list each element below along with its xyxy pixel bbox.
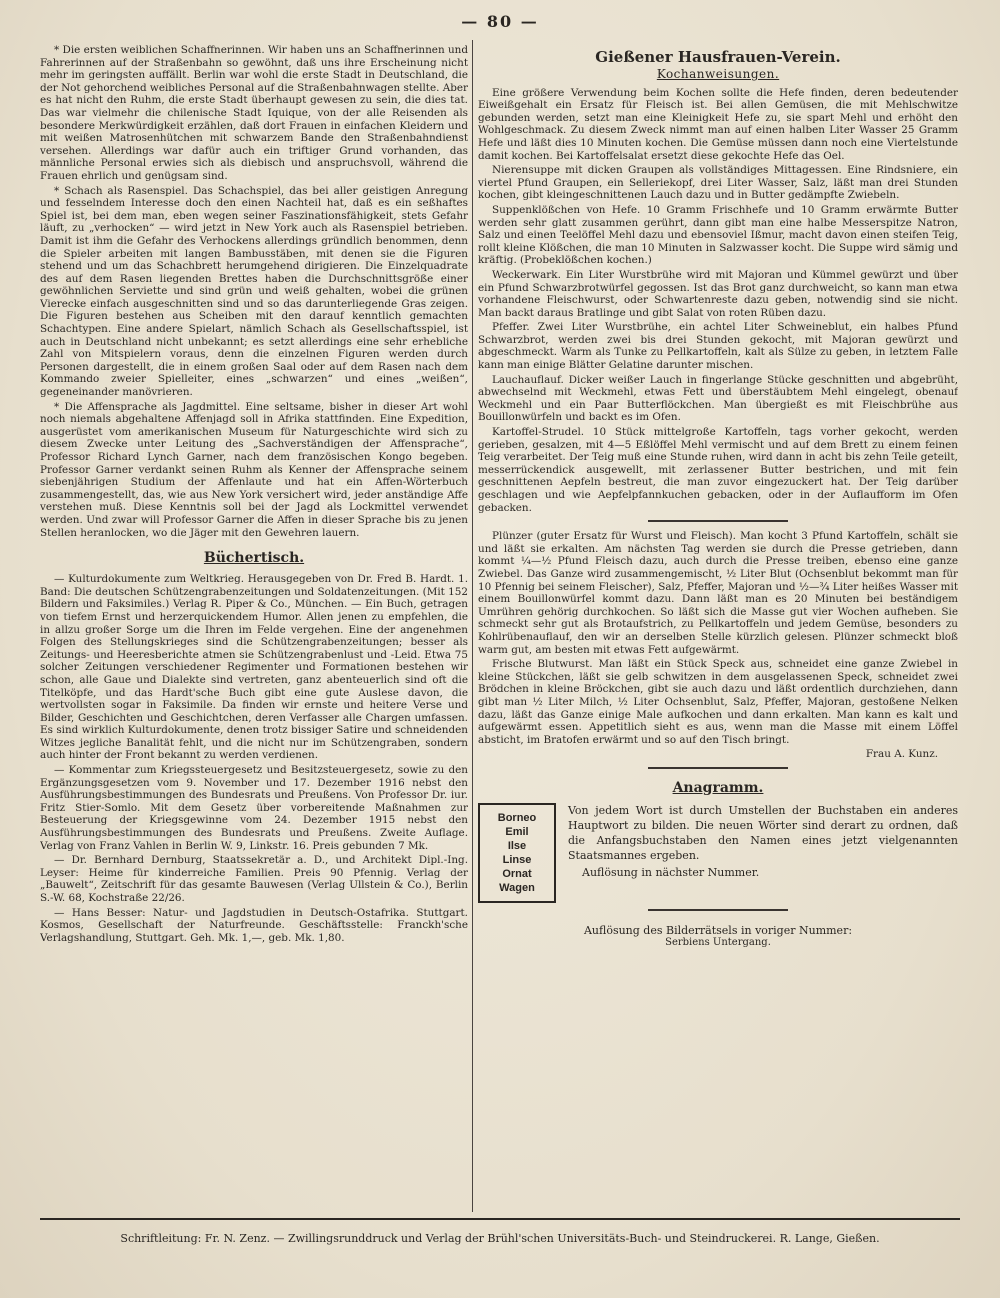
anagram-word: Linse	[502, 853, 532, 866]
separator-line	[648, 909, 788, 911]
recipe-suppenkloesschen: Suppenklößchen von Hefe. 10 Gramm Frischhefe und 10 Gramm erwärmte Butter werden sehr glatt zusammen gerührt, dann gibt man eine halbe Messerspitze Natron, Salz und einen Teelöffel Mehl dazu und ebensoviel Ißmur, macht davon einen steifen Teig, rollt kleine Klößchen, die man 10 Minuten in Salzwasser kocht. Die Suppe wird sämig und kräftig. (Probeklößchen kochen.)	[478, 203, 958, 267]
recipe-blutwurst: Frische Blutwurst. Man läßt ein Stück Speck aus, schneidet eine ganze Zwiebel in kleine Stückchen, läßt sie gelb schwitzen in dem ausgelassenen Speck, schneidet zwei Brödchen in kleine Bröckchen, gibt sie auch dazu und läßt ordentlich durchziehen, dann gibt man ½ Liter Milch, ½ Liter Ochsenblut, Salz, Pfeffer, Majoran, gestoßene Nelken dazu, läßt das Ganze einige Male aufkochen und dann erkalten. Man kann es kalt und aufgewärmt essen. Appetitlich sieht es aus, wenn man die Masse mit einem Löffel absticht, im Bratofen erwärmt und so auf den Tisch bringt.	[478, 658, 958, 746]
anagram-word-box	[478, 803, 556, 903]
anagram-word: Borneo	[497, 811, 537, 824]
page-number: — 80 —	[461, 12, 539, 31]
section-heading: Gießener Hausfrauen-Verein.	[595, 48, 841, 66]
recipe-kartoffel-strudel: Kartoffel-Strudel. 10 Stück mittelgroße Kartoffeln, tags vorher gekocht, werden gerieben, gesalzen, mit 4—5 Eßlöffel Mehl vermischt und auf dem Brett zu einem feinen Teig verarbeitet. Der Teig muß eine Stunde ruhen, wird dann in acht bis zehn Teile geteilt, messerrückendick ausgewellt, mit zerlassener Butter bestrichen, und mit fein geschnittenen Aepfeln bestreut, die man zuvor eingezuckert hat. Der Teig darüber geschlagen und wie Aepfelpfannkuchen gebacken, oder in der Auflaufform im Ofen gebacken.	[478, 426, 958, 514]
recipe-weckerwark: Weckerwark. Ein Liter Wurstbrühe wird mit Majoran und Kümmel gewürzt und über ein Pfund Schwarzbrotwürfel gegossen. Ist das Brot ganz durchweicht, so kann man etwa vorhandene Fleischwurst, oder Schwartenreste dazu geben, notwendig sind sie nicht. Man backt daraus Bratlinge und gibt Salat von roten Rüben dazu.	[478, 268, 958, 319]
recipe-nierensuppe: Nierensuppe mit dicken Graupen als vollständiges Mittagessen. Eine Rindsniere, ein viertel Pfund Graupen, ein Selleriekopf, drei Liter Wasser, Salz, läßt man drei Stunden kochen, gibt kleingeschnittenen Lauch dazu und in Butter gedämpfte Zwiebeln.	[478, 164, 958, 202]
separator-line	[648, 767, 788, 769]
anagram-word: Ilse	[507, 839, 527, 852]
solution-label: Auflösung des Bilderrätsels in voriger Nummer:	[583, 923, 853, 937]
anagram-section	[478, 803, 958, 903]
recipe-pluenzer: Plünzer (guter Ersatz für Wurst und Fleisch). Man kocht 3 Pfund Kartoffeln, schält sie und läßt sie erkalten. Am nächsten Tag werden sie durch die Presse getrieben, dann kommt ¼—½ Pfund Fleisch dazu, auch durch die Presse treiben, ebenso eine ganze Zwiebel. Das Ganze wird zusammengemischt, ½ Liter Blut (Ochsenblut bekommt man für 10 Pfennig bei seinem Fleischer), Salz, Pfeffer, Majoran und ½—¾ Liter heißes Wasser mit einem Bouillonwürfel kommt dazu. Dann läßt man es 20 Minuten bei beständigem Umrühren gehörig durchkochen. So läßt sich die Masse gut vier Wochen aufheben. Sie schmeckt sehr gut als Brotaufstrich, zu Pellkartoffeln und jedem Gemüse, besonders zu Kohlrübenauflauf, den wir an derselben Stelle kürzlich gelesen. Plünzer schmeckt bloß warm gut, am besten mit etwas Fett aufgewärmt.	[478, 530, 958, 656]
anagram-word: Ornat	[502, 867, 532, 880]
imprint-footer: Schriftleitung: Fr. N. Zenz. — Zwillingsrunddruck und Verlag der Brühl'schen Universitäts-Buch- und Steindruckerei. R. Lange, Gießen.	[120, 1232, 880, 1245]
section-subheading: Kochanweisungen.	[656, 67, 780, 81]
book-review-kulturdokumente: — Kulturdokumente zum Weltkrieg. Herausgegeben von Dr. Fred B. Hardt. 1. Band: Die deutschen Schützengrabenzeitungen und Soldatenzeitungen. (Mit 152 Bildern und Faksimiles.) Verlag R. Piper & Co., München. — Ein Buch, getragen von tiefem Ernst und herzerquickendem Humor. Allen jenen zu empfehlen, die in allzu großer Sorge um die Ihren im Felde vergehen. Eine der angenehmen Folgen des Stellungskrieges sind die Schützengrabenzeitungen; besser als Zeitungs- und Heeresberichte atmen sie Schützengrabenlust und -Leid. Etwa 75 solcher Zeitungen verschiedener Regimenter und Formationen bestehen wir schon, alle Gaue und Dialekte sind vertreten, ganz abenteuerlich sind oft die Titelköpfe, und das Hardt'sche Buch gibt eine gute Auslese davon, die wertvollsten sogar in Faksimile. Da finden wir ernste und heitere Verse und Bilder, Geschichten und Geschichtchen, deren Verfasser alle Chargen umfassen. Es sind wirklich Kulturdokumente, denen trotz bissiger Satire und schneidenden Witzes jegliche Banalität fehlt, und die nicht nur im Schützengraben, sondern auch hinter der Front bekannt zu werden verdienen.	[40, 573, 468, 762]
book-review-heime: — Dr. Bernhard Dernburg, Staatssekretär a. D., und Architekt Dipl.-Ing. Leyser: Heime für kinderreiche Familien. Preis 90 Pfennig. Verlag der „Bauwelt“, Zeitschrift für das gesamte Bauwesen (Verlag Ullstein & Co.), Berlin S.-W. 68, Kochstraße 22/26.	[40, 854, 468, 904]
books-heading: Büchertisch.	[203, 550, 305, 567]
solution-answer: Serbiens Untergang.	[665, 937, 771, 949]
recipe-lauchauflauf: Lauchauflauf. Dicker weißer Lauch in fingerlange Stücke geschnitten und abgebrüht, abwechselnd mit Weckmehl, etwas Fett und überstäubtem Mehl eingelegt, obenauf Weckmehl und ein Paar Butterflöckchen. Man übergießt es mit Fleischbrühe aus Bouillonwürfeln und backt es im Ofen.	[478, 373, 958, 424]
article-schaffnerinnen: * Die ersten weiblichen Schaffnerinnen. Wir haben uns an Schaffnerinnen und Fahrerinnen auf der Straßenbahn so gewöhnt, daß uns ihre Erscheinung nicht mehr im geringsten auffällt. Berlin war wohl die erste Stadt in Deutschland, die der Not gehorchend weibliches Personal auf die Straßenbahnwagen stellte. Aber es hat nicht den Ruhm, die erste Stadt überhaupt gewesen zu sein, die dies tat. Das war vielmehr die chilenische Stadt Iquique, von der alle Reisenden als besondere Merkwürdigkeit erzählen, daß dort Frauen in einfachen Kleidern und mit weißen Matrosenhütchen mit schwarzem Bande den Straßenbahndienst versehen. Allerdings war dafür auch ein triftiger Grund vorhanden, das männliche Personal erwies sich als diebisch und anspruchsvoll, während die Frauen ehrlich und genügsam sind.	[40, 44, 468, 182]
anagram-instructions	[568, 803, 958, 903]
anagram-heading: Anagramm.	[672, 779, 764, 796]
book-review-jagdstudien: — Hans Besser: Natur- und Jagdstudien in Deutsch-Ostafrika. Stuttgart. Kosmos, Gesellschaft der Naturfreunde. Geschäftsstelle: Franckh'sche Verlagshandlung, Stuttgart. Geh. Mk. 1,—, geb. Mk. 1,80.	[40, 906, 468, 944]
anagram-word: Wagen	[499, 881, 535, 894]
book-review-kommentar: — Kommentar zum Kriegssteuergesetz und Besitzsteuergesetz, sowie zu den Ergänzungsgesetzen vom 9. November und 17. Dezember 1916 nebst den Ausführungsbestimmungen des Bundesrats und Preußens. Von Professor Dr. iur. Fritz Stier-Somlo. Mit dem Gesetz über vorbereitende Maßnahmen zur Besteuerung der Kriegsgewinne vom 24. Dezember 1915 nebst den Ausführungsbestimmungen des Bundesrats und Preußens. Zweite Auflage. Verlag von Franz Vahlen in Berlin W. 9, Linkstr. 16. Preis gebunden 7 Mk.	[40, 764, 468, 852]
article-affensprache: * Die Affensprache als Jagdmittel. Eine seltsame, bisher in dieser Art wohl noch niemals abgehaltene Affenjagd soll in Afrika stattfinden. Eine Expedition, ausgerüstet vom amerikanischen Museum für Naturgeschichte wird sich zu diesem Zwecke unter Leitung des „Sachverständigen der Affensprache“, Professor Richard Lynch Garner, nach dem französischen Kongo begeben. Professor Garner verdankt seinen Ruhm als Kenner der Affensprache seinem siebenjährigen Studium der Affenlaute und hat ein Affen-Wörterbuch zusammengestellt, das, wie aus New York versichert wird, jeder anständige Affe verstehen muß. Diese Kenntnis soll bei der Jagd als Lockmittel verwendet werden. Und zwar will Professor Garner die Affen in dieser Sprache bis zu jenen Stellen heranlocken, wo die Jäger mit den Gewehren lauern.	[40, 400, 468, 539]
right-column	[478, 44, 958, 1224]
recipe-pfeffer: Pfeffer. Zwei Liter Wurstbrühe, ein achtel Liter Schweineblut, ein halbes Pfund Schwarzbrot, werden zwei bis drei Stunden gekocht, mit Majoran gewürzt und abgeschmeckt. Warm als Tunke zu Pellkartoffeln, kalt als Sülze zu geben, in letztem Falle kann man einige Blätter Gelatine darunter mischen.	[478, 321, 958, 372]
left-column	[40, 44, 468, 1204]
signature: Frau A. Kunz.	[865, 748, 938, 761]
puzzle-solution	[478, 925, 958, 950]
recipe-hefe: Eine größere Verwendung beim Kochen sollte die Hefe finden, deren bedeutender Eiweißgehalt ein Ersatz für Fleisch ist. Bei allen Gemüsen, die mit Mehlschwitze gebunden werden, setzt man eine Kleinigkeit Hefe zu, sie spart Mehl und erhöht den Wohlgeschmack. Zu diesem Zweck nimmt man auf einen halben Liter Wasser 25 Gramm Hefe und läßt dies 10 Minuten kochen. Die Gemüse müssen dann noch eine Viertelstunde damit kochen. Bei Kartoffelsalat ersetzt diese gekochte Hefe das Oel.	[478, 86, 958, 162]
article-schach: * Schach als Rasenspiel. Das Schachspiel, das bei aller geistigen Anregung und fesselndem Interesse doch den einen Nachteil hat, daß es ein seßhaftes Spiel ist, bei dem man, eben wegen seiner Faszinationsfähigkeit, stets Gefahr läuft, zu „verhocken“ — wird jetzt in New York auch als Rasenspiel betrieben. Damit ist ihm die Gefahr des Verhockens allerdings gründlich benommen, denn die Spieler arbeiten mit langen Bambusstäben, mit denen sie die Figuren stehend und um das Schachbrett herumgehend dirigieren. Die Einzelquadrate des auf dem Rasen liegenden Brettes haben die Durchschnittsgröße einer gewöhnlichen Serviette und sind grün und weiß gehalten, wobei die grünen Vierecke einfach ausgeschnitten sind und so das darunterliegende Gras zeigen. Die Figuren bestehen aus Scheiben mit den darauf kenntlich gemachten Schachtypen. Eine andere Spielart, nämlich Schach als Gesellschaftsspiel, ist auch in Deutschland nicht unbekannt; es setzt allerdings eine sehr erhebliche Zahl von Mitspielern voraus, denn die einzelnen Figuren werden durch Personen dargestellt, die in einem großen Saal oder auf dem Rasen nach dem Kommando zweier Spielleiter, eines „schwarzen“ und eines „weißen“, gegeneinander manövrieren.	[40, 184, 468, 399]
separator-line	[648, 520, 788, 522]
anagram-answer-note: Auflösung in nächster Nummer.	[582, 865, 760, 879]
column-divider	[472, 40, 473, 1212]
anagram-text: Von jedem Wort ist durch Umstellen der Buchstaben ein anderes Hauptwort zu bilden. Die neuen Wörter sind derart zu ordnen, daß die Anfangsbuchstaben den Namen eines jetzt vielgenannten Staatsmannes ergeben.	[568, 803, 958, 862]
footer-rule	[40, 1218, 960, 1220]
anagram-word: Emil	[505, 825, 529, 838]
